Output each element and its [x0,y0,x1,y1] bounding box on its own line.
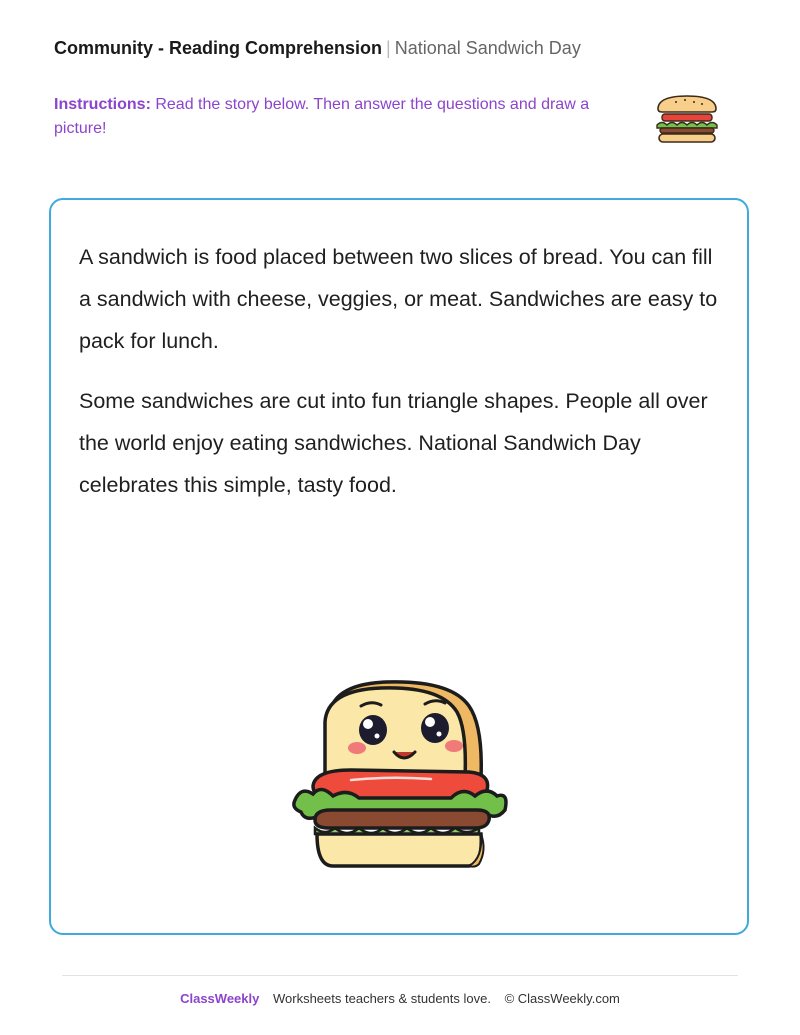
story-paragraph-2: Some sandwiches are cut into fun triangle shapes. People all over the world enjoy eating sandwiches. National Sandwich Day celebrates this simple, tasty food. [79,389,708,497]
footer-tagline: Worksheets teachers & students love. [272,991,491,1006]
instructions [54,93,614,141]
footer-divider [62,975,738,976]
page-subtitle: National Sandwich Day [394,38,581,58]
footer-brand: ClassWeekly [180,991,260,1006]
story-paragraph-1: A sandwich is food placed between two slices of bread. You can fill a sandwich with cheese, veggies, or meat. Sandwiches are easy to pack for lunch. [79,245,718,353]
story-text [79,236,719,524]
page-header [54,36,581,60]
page-title: Community - Reading Comprehension [54,38,383,58]
footer-copyright: © ClassWeekly.com [504,991,620,1006]
title-separator: | [386,38,391,58]
story-box [49,198,749,935]
page-footer [0,990,800,1008]
instructions-label: Instructions: [54,96,151,113]
sandwich-icon [650,90,724,150]
instructions-text: Read the story below. Then answer the questions and draw a picture! [54,96,590,137]
cute-sandwich-illustration [291,678,516,873]
